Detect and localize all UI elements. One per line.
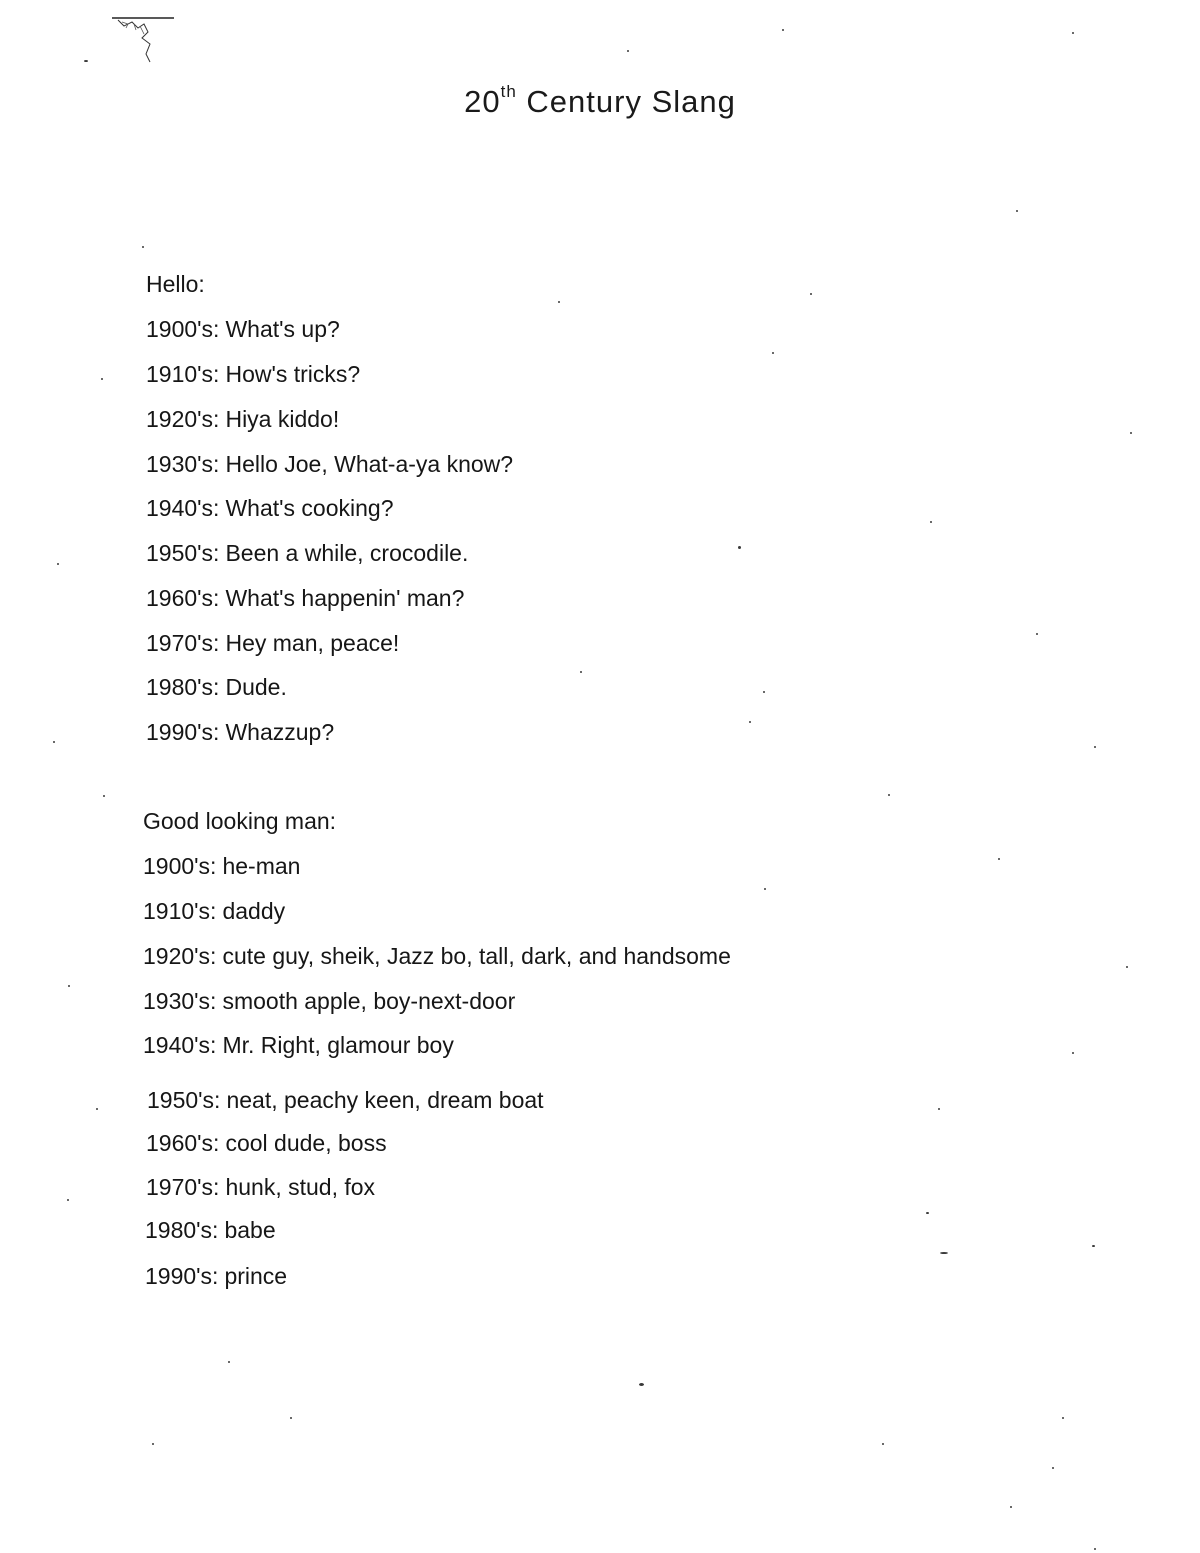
slang-text: hunk, stud, fox [225,1174,376,1200]
list-item [146,539,468,567]
slang-text: Hey man, peace! [225,630,400,656]
decade-label: 1910's: [146,361,220,387]
decade-label: 1980's: [146,674,220,700]
slang-text: Hello Joe, What-a-ya know? [225,451,514,477]
list-item [146,405,339,433]
scan-speck [1072,1052,1074,1054]
scan-speck [1036,633,1038,635]
decade-label: 1960's: [146,585,220,611]
scan-speck [882,1443,884,1445]
scan-speck [1130,432,1132,434]
slang-text: Mr. Right, glamour boy [222,1032,454,1058]
scan-speck [1052,1467,1054,1469]
scan-speck [764,888,766,890]
scan-speck [998,858,1000,860]
slang-text: Dude. [225,674,287,700]
scan-speck [1094,1548,1096,1550]
slang-text: What's cooking? [225,495,394,521]
scan-speck [142,246,144,248]
scan-speck [763,691,765,693]
scan-speck [103,795,105,797]
slang-text: cute guy, sheik, Jazz bo, tall, dark, and handsome [222,943,731,969]
scan-speck [68,985,70,987]
slang-text: What's happenin' man? [225,585,465,611]
list-item [146,494,393,522]
scan-speck [1094,746,1096,748]
decade-label: 1930's: [146,451,220,477]
decade-label: 1940's: [146,495,220,521]
slang-text: neat, peachy keen, dream boat [226,1087,544,1113]
scan-speck [888,794,890,796]
slang-text: Been a while, crocodile. [225,540,469,566]
slang-text: cool dude, boss [225,1130,387,1156]
decade-label: 1980's: [145,1217,219,1243]
scan-speck [558,301,560,303]
scan-artifact-mark [104,14,176,66]
decade-label: 1960's: [146,1130,220,1156]
slang-text: daddy [222,898,286,924]
scan-speck [152,1443,154,1445]
scan-speck [930,521,932,523]
scan-speck [580,671,582,673]
scan-speck [1010,1506,1012,1508]
list-item [143,942,731,970]
list-item [146,1173,375,1201]
list-item [143,897,285,925]
list-item [146,360,360,388]
scan-speck [57,563,59,565]
title-text: Century Slang [516,84,736,119]
slang-text: What's up? [225,316,340,342]
section-heading: Good looking man: [143,808,337,834]
title-ordinal-suffix: th [500,81,517,101]
decade-label: 1970's: [146,1174,220,1200]
list-item [147,1086,544,1114]
scan-speck [810,293,812,295]
list-item [143,987,515,1015]
slang-text: Hiya kiddo! [225,406,340,432]
decade-label: 1970's: [146,630,220,656]
scan-speck [749,721,751,723]
decade-label: 1920's: [146,406,220,432]
section-heading: Hello: [146,271,205,297]
list-item [146,450,513,478]
scan-speck [67,1199,69,1201]
decade-label: 1990's: [146,719,220,745]
decade-label: 1950's: [147,1087,221,1113]
scan-speck [101,378,103,380]
slang-text: prince [224,1263,288,1289]
title-number: 20 [464,84,501,119]
page-title [0,81,1200,120]
list-item [145,1262,287,1290]
list-item [146,718,334,746]
scan-speck [1126,966,1128,968]
scan-speck [84,60,88,62]
slang-text: Whazzup? [225,719,335,745]
slang-text: babe [224,1217,276,1243]
scan-speck [228,1361,230,1363]
scan-speck [940,1252,948,1254]
scan-speck [1016,210,1018,212]
decade-label: 1990's: [145,1263,219,1289]
list-item [146,1129,387,1157]
scan-speck [782,29,784,31]
scan-speck [772,352,774,354]
scan-speck [738,546,741,549]
decade-label: 1920's: [143,943,217,969]
scan-speck [926,1212,929,1214]
scan-speck [96,1108,98,1110]
decade-label: 1940's: [143,1032,217,1058]
scan-speck [1072,32,1074,34]
list-item [146,315,340,343]
slang-text: he-man [222,853,301,879]
list-item [145,1216,276,1244]
list-item [146,673,287,701]
scan-speck [639,1383,644,1386]
list-item [143,852,300,880]
scan-speck [290,1417,292,1419]
slang-text: smooth apple, boy-next-door [222,988,516,1014]
list-item [143,1031,454,1059]
scan-speck [1092,1245,1095,1247]
slang-text: How's tricks? [225,361,361,387]
list-item [146,584,464,612]
scan-speck [938,1108,940,1110]
decade-label: 1950's: [146,540,220,566]
decade-label: 1930's: [143,988,217,1014]
decade-label: 1900's: [146,316,220,342]
decade-label: 1910's: [143,898,217,924]
decade-label: 1900's: [143,853,217,879]
list-item [146,629,399,657]
scan-speck [1062,1417,1064,1419]
scan-speck [627,50,629,52]
scan-speck [53,741,55,743]
